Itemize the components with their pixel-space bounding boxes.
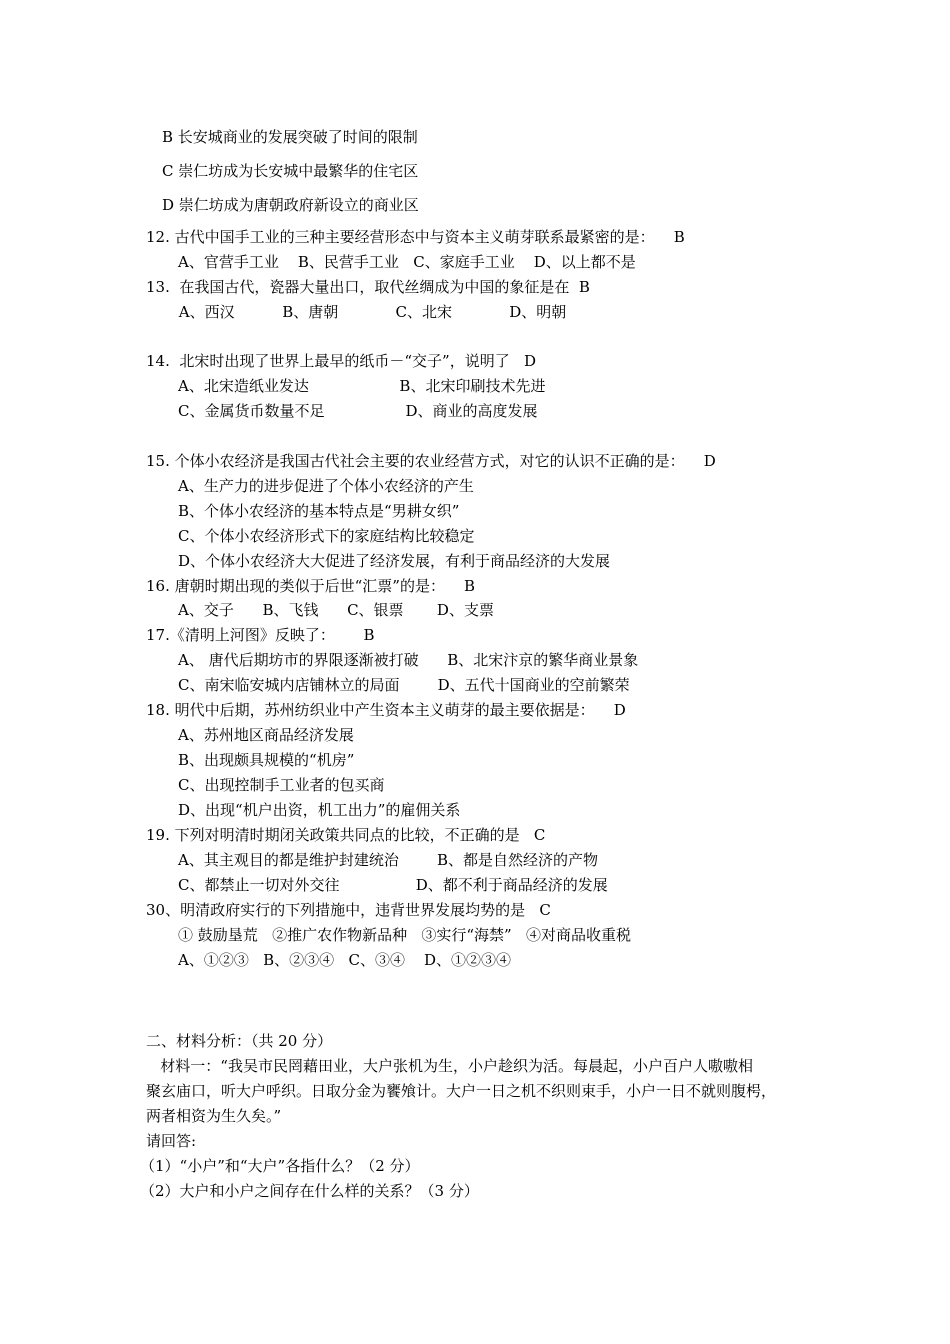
question-15-option-b: B、个体小农经济的基本特点是“男耕女织” bbox=[178, 502, 460, 520]
question-18-option-c: C、出现控制手工业者的包买商 bbox=[178, 776, 385, 794]
material-line-1: 材料一：“我吴市民罔藉田业，大户张机为生，小户趁织为活。每晨起，小户百户人嗷嗷相 bbox=[146, 1057, 753, 1075]
question-18-option-b: B、出现颇具规模的“机房” bbox=[178, 751, 355, 769]
question-15-option-a: A、生产力的进步促进了个体小农经济的产生 bbox=[178, 477, 474, 495]
question-12-options: A、官营手工业 B、民营手工业 C、家庭手工业 D、以上都不是 bbox=[178, 253, 636, 271]
question-12-stem: 12. 古代中国手工业的三种主要经营形态中与资本主义萌芽联系最紧密的是： B bbox=[146, 228, 685, 246]
question-13-options: A、西汉 B、唐朝 C、北宋 D、明朝 bbox=[174, 303, 567, 321]
question-30-items: ① 鼓励垦荒 ②推广农作物新品种 ③实行“海禁” ④对商品收重税 bbox=[178, 926, 632, 944]
question-16-options: A、交子 B、飞钱 C、银票 D、支票 bbox=[178, 601, 494, 619]
question-15-option-c: C、个体小农经济形式下的家庭结构比较稳定 bbox=[178, 527, 475, 545]
question-17-options-row2: C、南宋临安城内店铺林立的局面 D、五代十国商业的空前繁荣 bbox=[178, 676, 630, 694]
question-30-options: A、①②③ B、②③④ C、③④ D、①②③④ bbox=[178, 951, 512, 969]
sub-question-1: （1）“小户”和“大户”各指什么？（2 分） bbox=[140, 1157, 420, 1175]
question-18-option-a: A、苏州地区商品经济发展 bbox=[178, 726, 354, 744]
question-17-stem: 17.《清明上河图》反映了： B bbox=[146, 626, 375, 644]
option-d-prev: D 崇仁坊成为唐朝政府新设立的商业区 bbox=[162, 196, 419, 214]
question-15-option-d: D、个体小农经济大大促进了经济发展，有利于商品经济的大发展 bbox=[178, 552, 611, 570]
question-15-stem: 15. 个体小农经济是我国古代社会主要的农业经营方式，对它的认识不正确的是： D bbox=[146, 452, 716, 470]
question-18-option-d: D、出现“机户出资，机工出力”的雇佣关系 bbox=[178, 801, 461, 819]
question-13-stem: 13. 在我国古代，瓷器大量出口，取代丝绸成为中国的象征是在 B bbox=[146, 278, 590, 296]
question-14-stem: 14. 北宋时出现了世界上最早的纸币－“交子”，说明了 D bbox=[146, 352, 537, 370]
option-b-prev: B 长安城商业的发展突破了时间的限制 bbox=[162, 128, 418, 146]
sub-question-2: （2）大户和小户之间存在什么样的关系？（3 分） bbox=[140, 1182, 479, 1200]
question-14-options-row1: A、北宋造纸业发达 B、北宋印刷技术先进 bbox=[178, 377, 546, 395]
question-19-stem: 19. 下列对明清时期闭关政策共同点的比较，不正确的是 C bbox=[146, 826, 546, 844]
question-30-stem: 30、明清政府实行的下列措施中，违背世界发展均势的是 C bbox=[146, 901, 551, 919]
option-c-prev: C 崇仁坊成为长安城中最繁华的住宅区 bbox=[162, 162, 419, 180]
material-line-3: 两者相资为生久矣。” bbox=[146, 1107, 282, 1125]
material-line-2: 聚玄庙口，听大户呼织。日取分金为饔飧计。大户一日之机不织则束手，小户一日不就则腹枵， bbox=[146, 1082, 777, 1100]
section-heading: 二、材料分析：（共 20 分） bbox=[146, 1032, 333, 1050]
question-17-options-row1: A、 唐代后期坊市的界限逐渐被打破 B、北宋汴京的繁华商业景象 bbox=[178, 651, 639, 669]
question-14-options-row2: C、金属货币数量不足 D、商业的高度发展 bbox=[178, 402, 538, 420]
question-19-options-row1: A、其主观目的都是维护封建统治 B、都是自然经济的产物 bbox=[178, 851, 599, 869]
question-19-options-row2: C、都禁止一切对外交往 D、都不利于商品经济的发展 bbox=[178, 876, 608, 894]
question-18-stem: 18. 明代中后期，苏州纺织业中产生资本主义萌芽的最主要依据是： D bbox=[146, 701, 626, 719]
question-16-stem: 16. 唐朝时期出现的类似于后世“汇票”的是： B bbox=[146, 577, 476, 595]
answer-prompt: 请回答: bbox=[146, 1132, 197, 1150]
